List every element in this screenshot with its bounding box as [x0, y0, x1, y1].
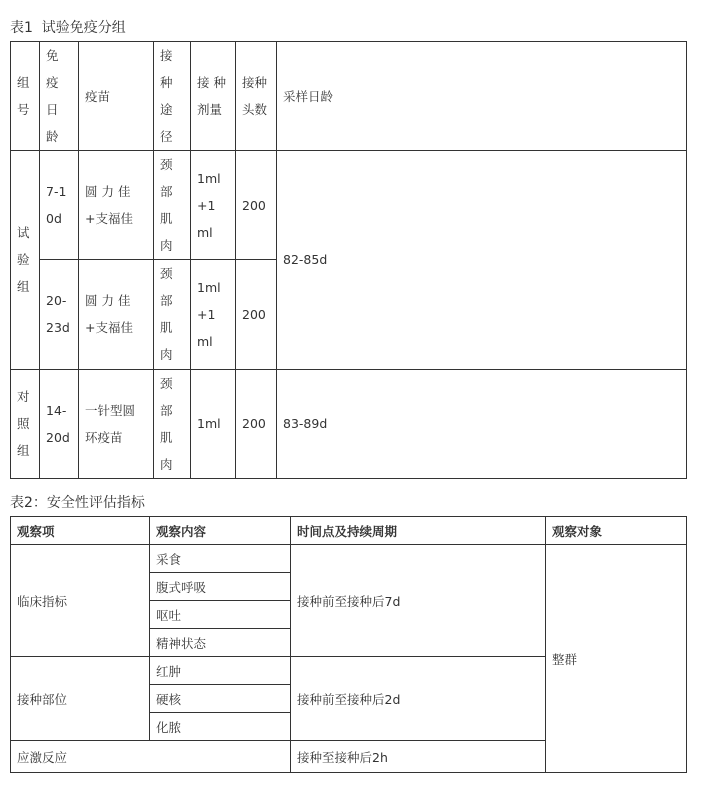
site-item: 接种部位	[11, 657, 150, 741]
trial1-vaccine: 圆 力 佳+支福佳	[79, 151, 154, 260]
table1-caption: 表1 试验免疫分组	[10, 20, 126, 36]
site-period: 接种前至接种后2d	[291, 657, 546, 741]
trial2-route: 颈部肌肉	[154, 260, 191, 369]
control-route: 颈部肌肉	[154, 369, 191, 478]
clinical-content: 呕吐	[150, 601, 291, 629]
header-dose: 接 种剂量	[191, 42, 236, 151]
header-route: 接种途径	[154, 42, 191, 151]
control-age: 14-20d	[40, 369, 79, 478]
safety-evaluation-table	[10, 516, 687, 773]
table-row	[11, 545, 687, 573]
control-group-label: 对照组	[11, 369, 40, 478]
table2-caption: 表2：安全性评估指标	[10, 495, 145, 511]
stress-item: 应激反应	[11, 741, 291, 773]
site-content: 化脓	[150, 713, 291, 741]
table2-header-row	[11, 517, 687, 545]
trial-row-1	[11, 151, 687, 260]
trial1-age: 7-10d	[40, 151, 79, 260]
trial2-age: 20-23d	[40, 260, 79, 369]
immunization-group-table	[10, 41, 687, 479]
control-sampling-age: 83-89d	[277, 369, 687, 478]
table1-header-row	[11, 42, 687, 151]
observation-target: 整群	[546, 545, 687, 773]
trial2-dose: 1ml+1ml	[191, 260, 236, 369]
trial2-count: 200	[236, 260, 277, 369]
header-group-no: 组号	[11, 42, 40, 151]
control-count: 200	[236, 369, 277, 478]
header-vaccine: 疫苗	[79, 42, 154, 151]
site-content: 硬核	[150, 685, 291, 713]
clinical-content: 精神状态	[150, 629, 291, 657]
control-vaccine: 一针型圆环疫苗	[79, 369, 154, 478]
trial2-vaccine: 圆 力 佳+支福佳	[79, 260, 154, 369]
header-observation-target: 观察对象	[546, 517, 687, 545]
clinical-item: 临床指标	[11, 545, 150, 657]
header-observation-item: 观察项	[11, 517, 150, 545]
clinical-period: 接种前至接种后7d	[291, 545, 546, 657]
trial-sampling-age: 82-85d	[277, 151, 687, 369]
clinical-content: 腹式呼吸	[150, 573, 291, 601]
header-time-period: 时间点及持续周期	[291, 517, 546, 545]
clinical-content: 采食	[150, 545, 291, 573]
site-content: 红肿	[150, 657, 291, 685]
control-dose: 1ml	[191, 369, 236, 478]
trial1-dose: 1ml+1ml	[191, 151, 236, 260]
header-sampling-age: 采样日龄	[277, 42, 687, 151]
header-age: 免疫日龄	[40, 42, 79, 151]
trial1-route: 颈部肌肉	[154, 151, 191, 260]
stress-period: 接种至接种后2h	[291, 741, 546, 773]
control-row	[11, 369, 687, 478]
trial-group-label: 试验组	[11, 151, 40, 369]
header-count: 接种头数	[236, 42, 277, 151]
trial1-count: 200	[236, 151, 277, 260]
header-observation-content: 观察内容	[150, 517, 291, 545]
